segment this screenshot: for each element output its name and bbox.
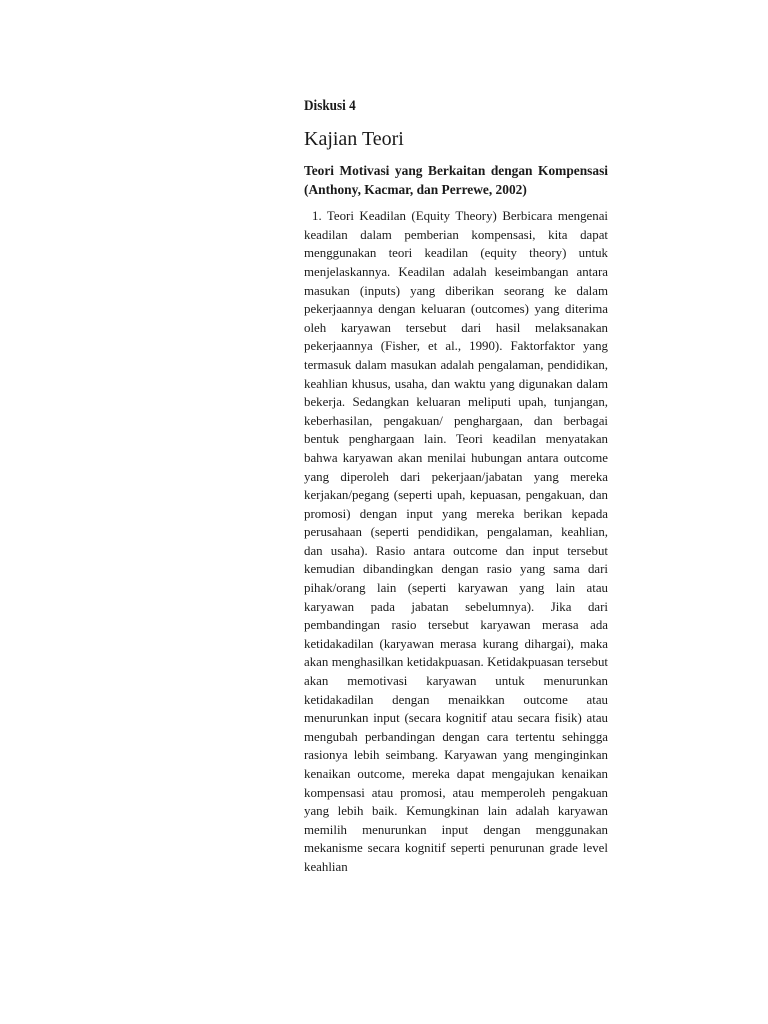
- body-paragraph: [304, 207, 608, 876]
- page-title: Kajian Teori: [304, 128, 404, 150]
- section-subtitle: Teori Motivasi yang Berkaitan dengan Kompensasi (Anthony, Kacmar, dan Perrewe, 2002): [304, 163, 608, 197]
- section-label: Diskusi 4: [304, 98, 356, 114]
- body-text: Teori Keadilan (Equity Theory) Berbicara mengenai keadilan dalam pemberian kompensasi, kita dapat menggunakan teori keadilan (equity theory) untuk menjelaskannya. Keadilan adalah keseimbangan antara masukan (inputs) yang diberikan seorang ke dalam pekerjaannya dengan keluaran (outcomes) yang diterima oleh karyawan tersebut dari hasil melaksanakan pekerjaannya (Fisher, et al., 1990). Faktorfaktor yang termasuk dalam masukan adalah pengalaman, pendidikan, keahlian khusus, usaha, dan waktu yang digunakan dalam bekerja. Sedangkan keluaran meliputi upah, tunjangan, keberhasilan, pengakuan/ penghargaan, dan berbagai bentuk penghargaan lain. Teori keadilan menyatakan bahwa karyawan akan menilai hubungan antara outcome yang diperoleh dari pekerjaan/jabatan yang mereka kerjakan/pegang (seperti upah, kepuasan, pengakuan, dan promosi) dengan input yang mereka berikan kepada perusahaan (seperti pendidikan, pengalaman, keahlian, dan usaha). Rasio antara outcome dan input tersebut kemudian dibandingkan dengan rasio yang sama dari pihak/orang lain (seperti karyawan yang lain atau karyawan pada jabatan sebelumnya). Jika dari pembandingan rasio tersebut karyawan merasa ada ketidakadilan (karyawan merasa kurang dihargai), maka akan menghasilkan ketidakpuasan. Ketidakpuasan tersebut akan memotivasi karyawan untuk menurunkan ketidakadilan dengan menaikkan outcome atau menurunkan input (secara kognitif atau secara fisik) atau mengubah perbandingan dengan cara tertentu sehingga rasionya lebih seimbang. Karyawan yang menginginkan kenaikan outcome, mereka dapat mengajukan kenaikan kompensasi atau promosi, atau memperoleh pengakuan yang lebih baik. Kemungkinan lain adalah karyawan memilih menurunkan input dengan menggunakan mekanisme secara kognitif seperti penurunan grade level keahlian: [304, 209, 608, 874]
- document-content: [304, 96, 608, 877]
- list-number: 1.: [312, 209, 322, 224]
